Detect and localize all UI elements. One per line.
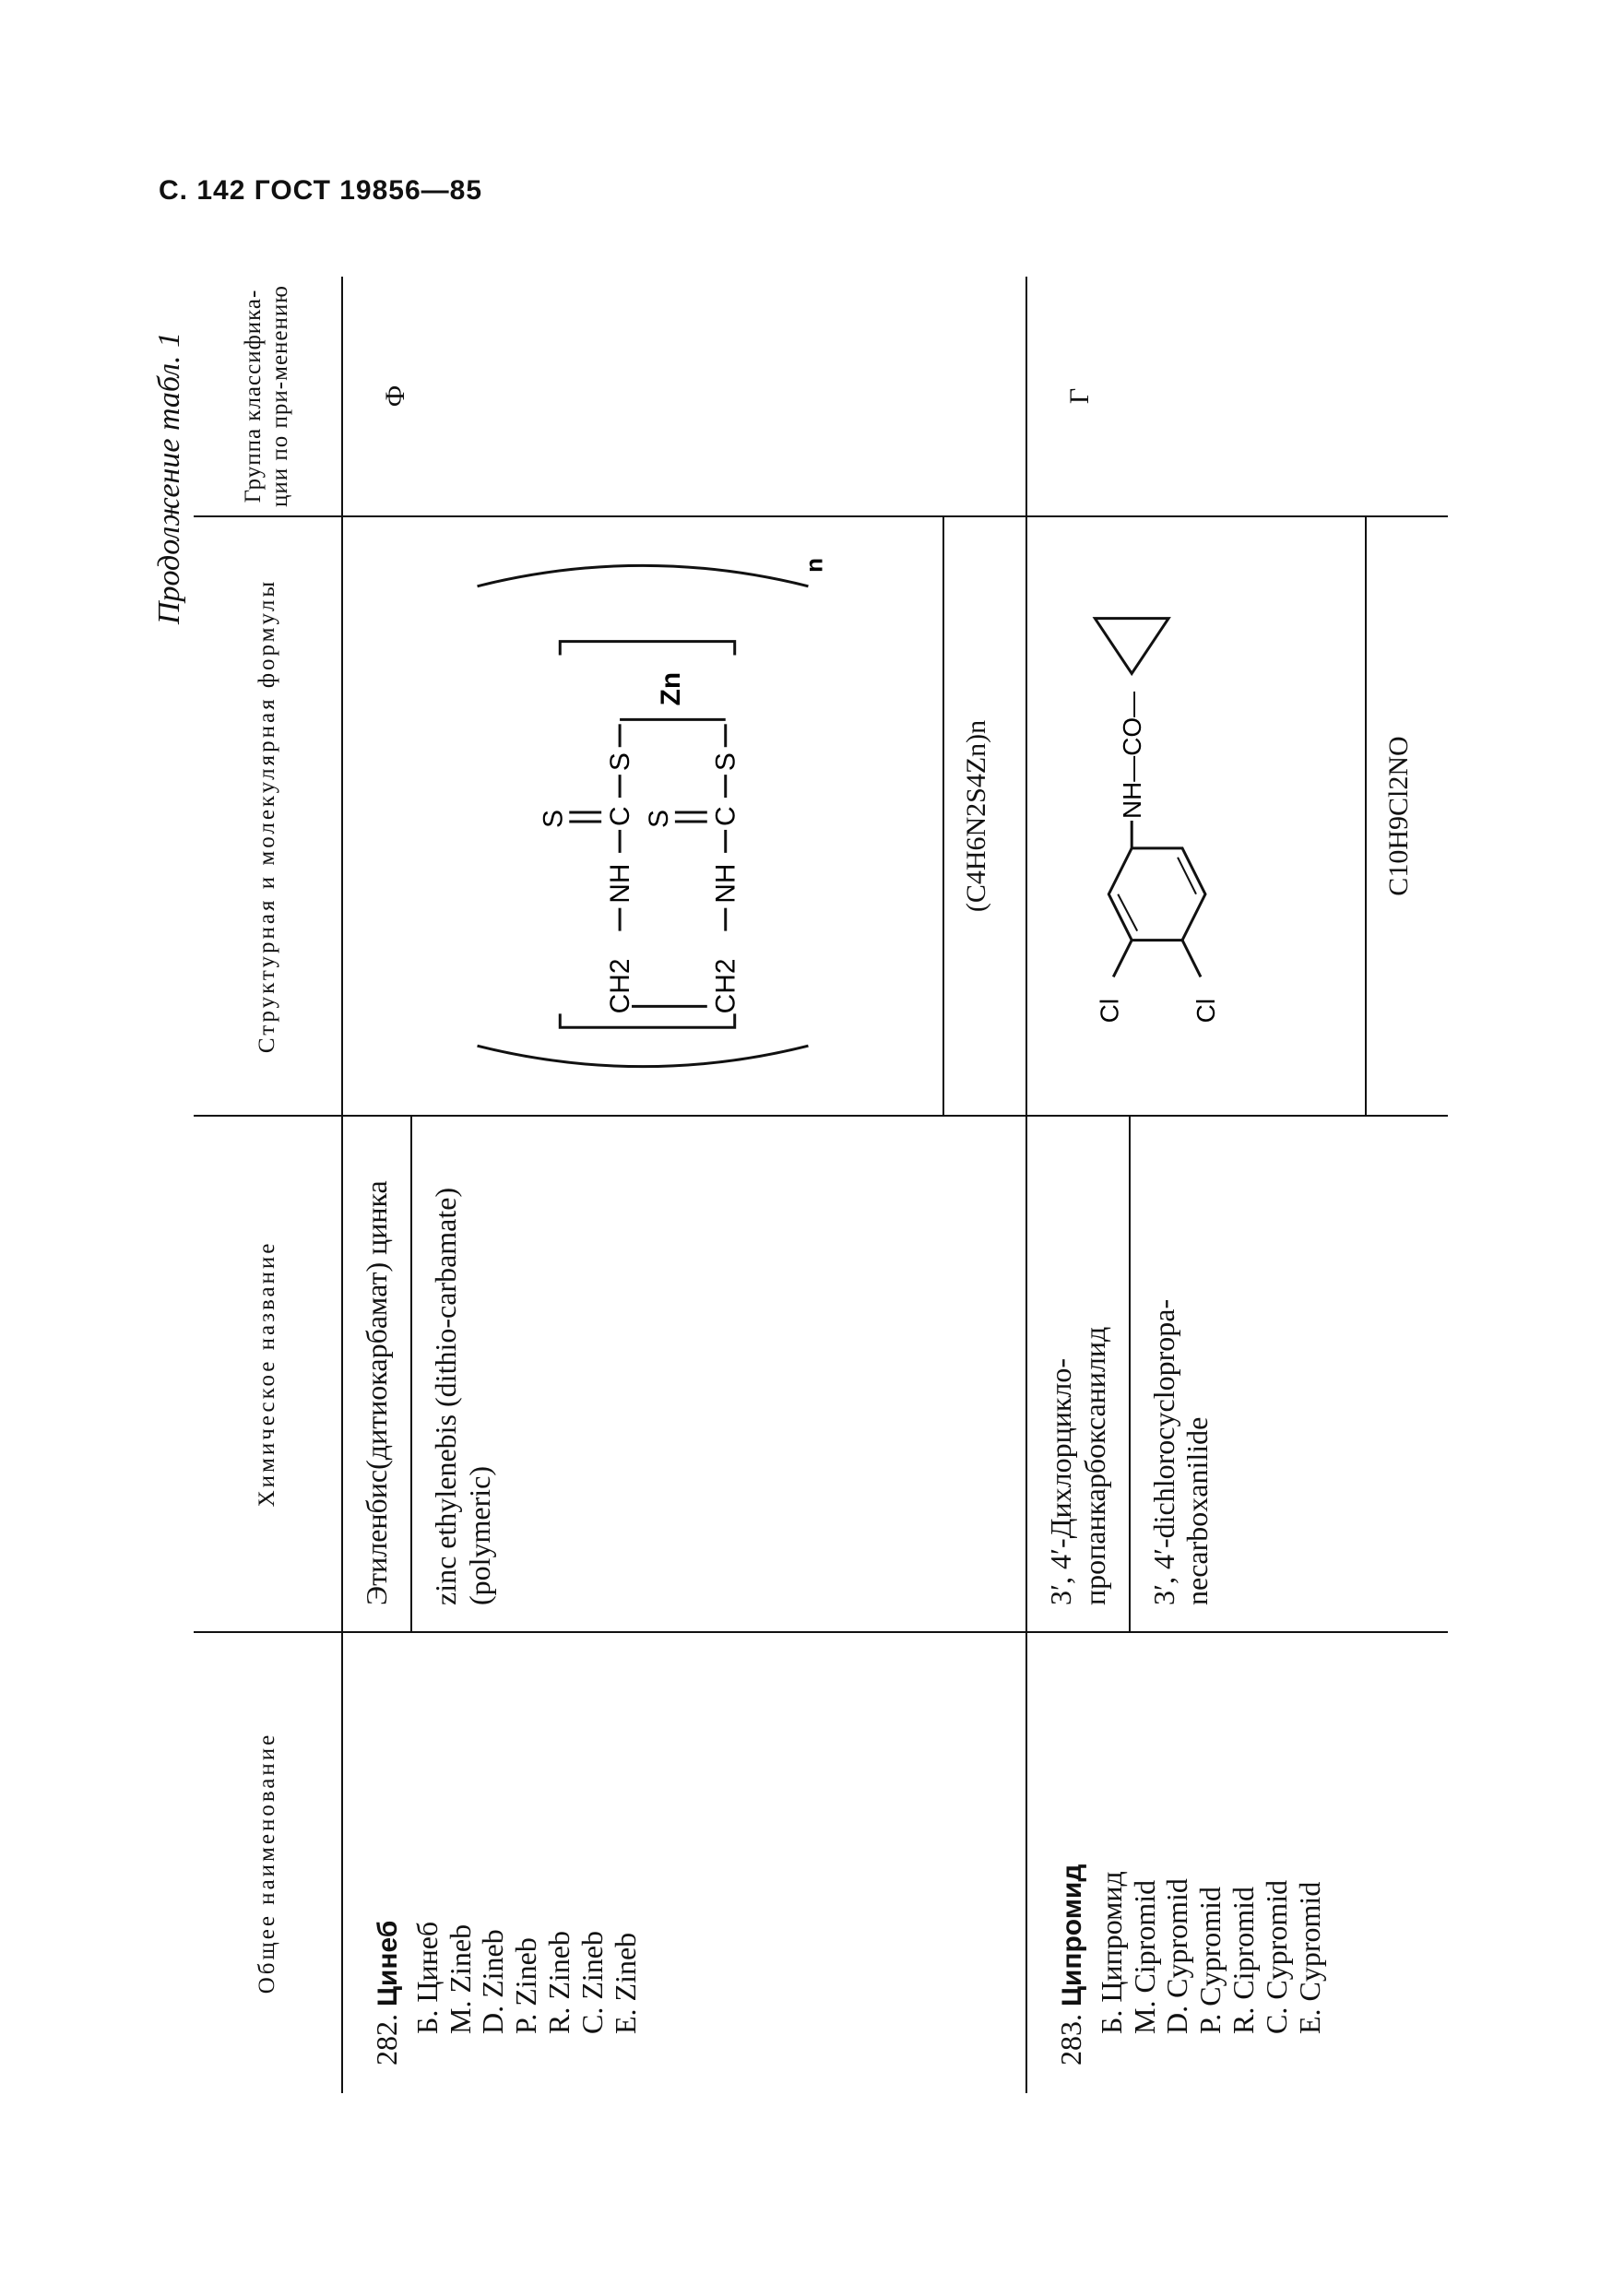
- common-name-cell: [1026, 1632, 1448, 2093]
- list-item: C. Cypromid: [1259, 1879, 1293, 2034]
- list-item: М. Cipromid: [1127, 1879, 1161, 2034]
- formula-cell: [342, 516, 1026, 1116]
- ch2-label-bottom: CH2: [710, 958, 741, 1014]
- chemical-name-cell: [342, 1116, 1026, 1632]
- zn-label: Zn: [655, 671, 686, 706]
- table-row: [342, 277, 1026, 2093]
- chemical-name-en: 3′, 4′-dichlorocyclopropa-necarboxanilide: [1146, 1298, 1215, 1605]
- nh-label-top: NH: [605, 863, 636, 904]
- list-item: R. Zineb: [542, 1931, 576, 2034]
- chemical-name-ru: 3′, 4′-Дихлорцикло-пропанкарбоксанилид: [1027, 1117, 1131, 1631]
- group-value: Г: [1064, 387, 1095, 405]
- zineb-structure: [343, 517, 942, 1115]
- list-item: Б. Ципромид: [1094, 1871, 1128, 2034]
- list-item: E. Cypromid: [1292, 1881, 1326, 2034]
- list-item: E. Zineb: [608, 1932, 642, 2034]
- list-item: P. Zineb: [509, 1937, 543, 2034]
- molecular-formula: C10H9Cl2NO: [1365, 517, 1448, 1115]
- chemical-name-en: zinc ethylenebis (dithio-carbamate) (polymeric): [428, 1187, 496, 1605]
- synonym-list: [1096, 1633, 1327, 2034]
- continuation-label: Продолжение табл. 1: [152, 332, 186, 625]
- group-value: Ф: [380, 385, 410, 408]
- substance-table: [194, 277, 1448, 2093]
- list-item: D. Zineb: [476, 1929, 510, 2034]
- formula-cell: [1026, 516, 1448, 1116]
- row-number: 282.: [370, 2014, 403, 2065]
- cl-label-top: Cl: [1095, 998, 1124, 1024]
- group-cell: [1026, 277, 1448, 516]
- chemical-name-ru: Этиленбис(дитиокарбамат) цинка: [343, 1117, 412, 1631]
- page-header: С. 142 ГОСТ 19856—85: [159, 175, 483, 206]
- nhco-label: NH—CO—: [1118, 692, 1147, 819]
- s-label-top: S: [538, 810, 569, 828]
- cypromid-structure-drawing: [1027, 517, 1365, 1115]
- group-cell: [342, 277, 1026, 516]
- chemical-name-cell: [1026, 1116, 1448, 1632]
- s-label-top-2: S: [605, 752, 636, 772]
- cypromid-structure: [1027, 517, 1365, 1115]
- row-number: 283.: [1054, 2014, 1087, 2065]
- col-header-common: Общее наименование: [194, 1632, 342, 2093]
- n-subscript: n: [801, 557, 828, 573]
- common-name-cell: [342, 1632, 1026, 2093]
- nh-label-bottom: NH: [710, 863, 741, 904]
- zineb-structure-drawing: [343, 517, 942, 1115]
- table-row: [1026, 277, 1448, 2093]
- c-label-top: C: [605, 806, 636, 826]
- molecular-formula: (C4H6N2S4Zn)n: [942, 517, 1025, 1115]
- rotated-table-container: [152, 277, 1448, 2093]
- col-header-group: Группа классифика-ции по при-менению: [194, 277, 342, 516]
- col-header-formula: Структурная и молекулярная формулы: [194, 516, 342, 1116]
- s-label-bottom-2: S: [710, 752, 741, 772]
- s-label-bottom: S: [643, 810, 674, 828]
- list-item: Б. Цинеб: [409, 1921, 444, 2034]
- list-item: C. Zineb: [575, 1931, 609, 2034]
- c-label-bottom: C: [710, 806, 741, 826]
- list-item: P. Cypromid: [1193, 1886, 1227, 2034]
- synonym-list: [411, 1633, 643, 2034]
- list-item: М. Zineb: [443, 1923, 477, 2034]
- col-header-chemical: Химическое название: [194, 1116, 342, 1632]
- cl-label-bottom: Cl: [1191, 998, 1220, 1024]
- table-header-row: [194, 277, 342, 2093]
- common-name: Цинеб: [373, 1920, 403, 2006]
- common-name: Ципромид: [1057, 1864, 1087, 2006]
- ch2-label-top: CH2: [605, 958, 636, 1014]
- list-item: D. Cypromid: [1160, 1878, 1194, 2034]
- list-item: R. Cipromid: [1227, 1886, 1261, 2034]
